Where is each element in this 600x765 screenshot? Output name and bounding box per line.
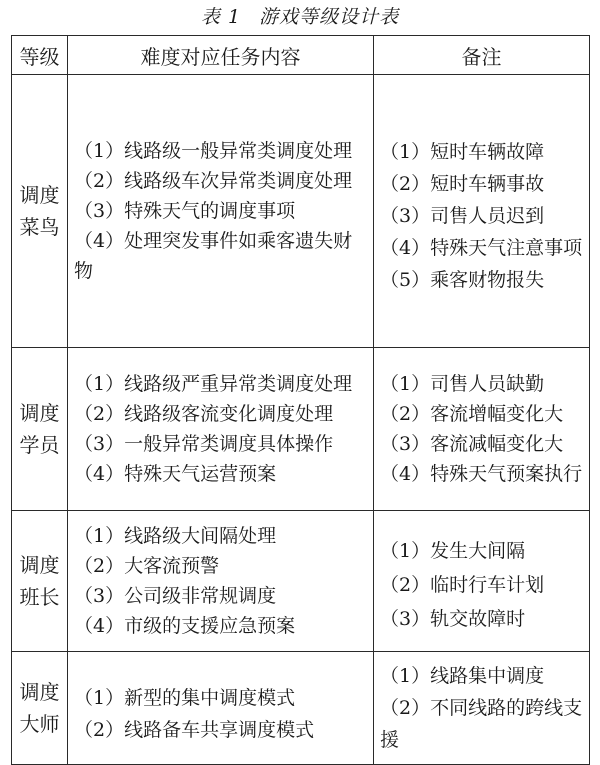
tasks-cell: [68, 75, 374, 348]
level-text: 学员: [19, 433, 60, 457]
note-item: （2）客流增幅变化大: [380, 403, 564, 425]
header-level: 等级: [12, 36, 68, 75]
notes-cell: [374, 75, 590, 348]
level-cell: [12, 511, 68, 652]
level-cell: [12, 75, 68, 348]
task-item: （3）一般异常类调度具体操作: [74, 433, 334, 455]
notes-cell: [374, 652, 590, 765]
level-text: 调度: [19, 401, 60, 425]
task-item: （4）特殊天气运营预案: [74, 463, 277, 485]
note-item: （3）司售人员迟到: [380, 205, 545, 227]
note-item: （1）司售人员缺勤: [380, 373, 545, 395]
header-notes: 备注: [374, 36, 590, 75]
table-row: [12, 75, 590, 348]
note-item: （3）客流减幅变化大: [380, 433, 564, 455]
task-item: （1）线路级严重异常类调度处理: [74, 373, 353, 395]
note-item: （4）特殊天气注意事项: [380, 237, 583, 259]
level-cell: [12, 652, 68, 765]
note-item: （1）发生大间隔: [380, 540, 526, 562]
table-title: 游戏等级设计表: [259, 6, 400, 28]
table-row: [12, 348, 590, 511]
level-text: 调度: [19, 680, 60, 704]
task-item: （3）公司级非常规调度: [74, 585, 277, 607]
task-item: （1）新型的集中调度模式: [74, 687, 296, 709]
level-text: 大师: [19, 712, 60, 736]
task-item: （4）市级的支援应急预案: [74, 615, 296, 637]
level-text: 菜鸟: [19, 215, 60, 239]
level-text: 调度: [19, 183, 60, 207]
tasks-cell: [68, 652, 374, 765]
task-item: （1）线路级一般异常类调度处理: [74, 140, 353, 162]
game-level-design-table: [11, 35, 590, 765]
task-item: （4）处理突发事件如乘客遗失财物: [74, 230, 353, 282]
note-item: （2）不同线路的跨线支援: [380, 697, 583, 751]
tasks-cell: [68, 348, 374, 511]
note-item: （1）短时车辆故障: [380, 141, 545, 163]
note-item: （5）乘客财物报失: [380, 269, 545, 291]
task-item: （2）线路级车次异常类调度处理: [74, 170, 353, 192]
table-number: 表 1: [200, 6, 242, 28]
level-text: 班长: [19, 585, 60, 609]
note-item: （3）轨交故障时: [380, 608, 526, 630]
notes-cell: [374, 348, 590, 511]
tasks-cell: [68, 511, 374, 652]
level-cell: [12, 348, 68, 511]
header-row: [12, 36, 590, 75]
level-text: 调度: [19, 553, 60, 577]
table-row: [12, 652, 590, 765]
note-item: （2）短时车辆事故: [380, 173, 545, 195]
notes-cell: [374, 511, 590, 652]
task-item: （1）线路级大间隔处理: [74, 525, 277, 547]
task-item: （2）线路备车共享调度模式: [74, 719, 315, 741]
table-row: [12, 511, 590, 652]
note-item: （2）临时行车计划: [380, 574, 545, 596]
task-item: （3）特殊天气的调度事项: [74, 200, 296, 222]
note-item: （4）特殊天气预案执行: [380, 463, 583, 485]
note-item: （1）线路集中调度: [380, 665, 545, 687]
task-item: （2）线路级客流变化调度处理: [74, 403, 334, 425]
task-item: （2）大客流预警: [74, 555, 220, 577]
header-tasks: 难度对应任务内容: [68, 36, 374, 75]
table-caption: [0, 0, 600, 34]
